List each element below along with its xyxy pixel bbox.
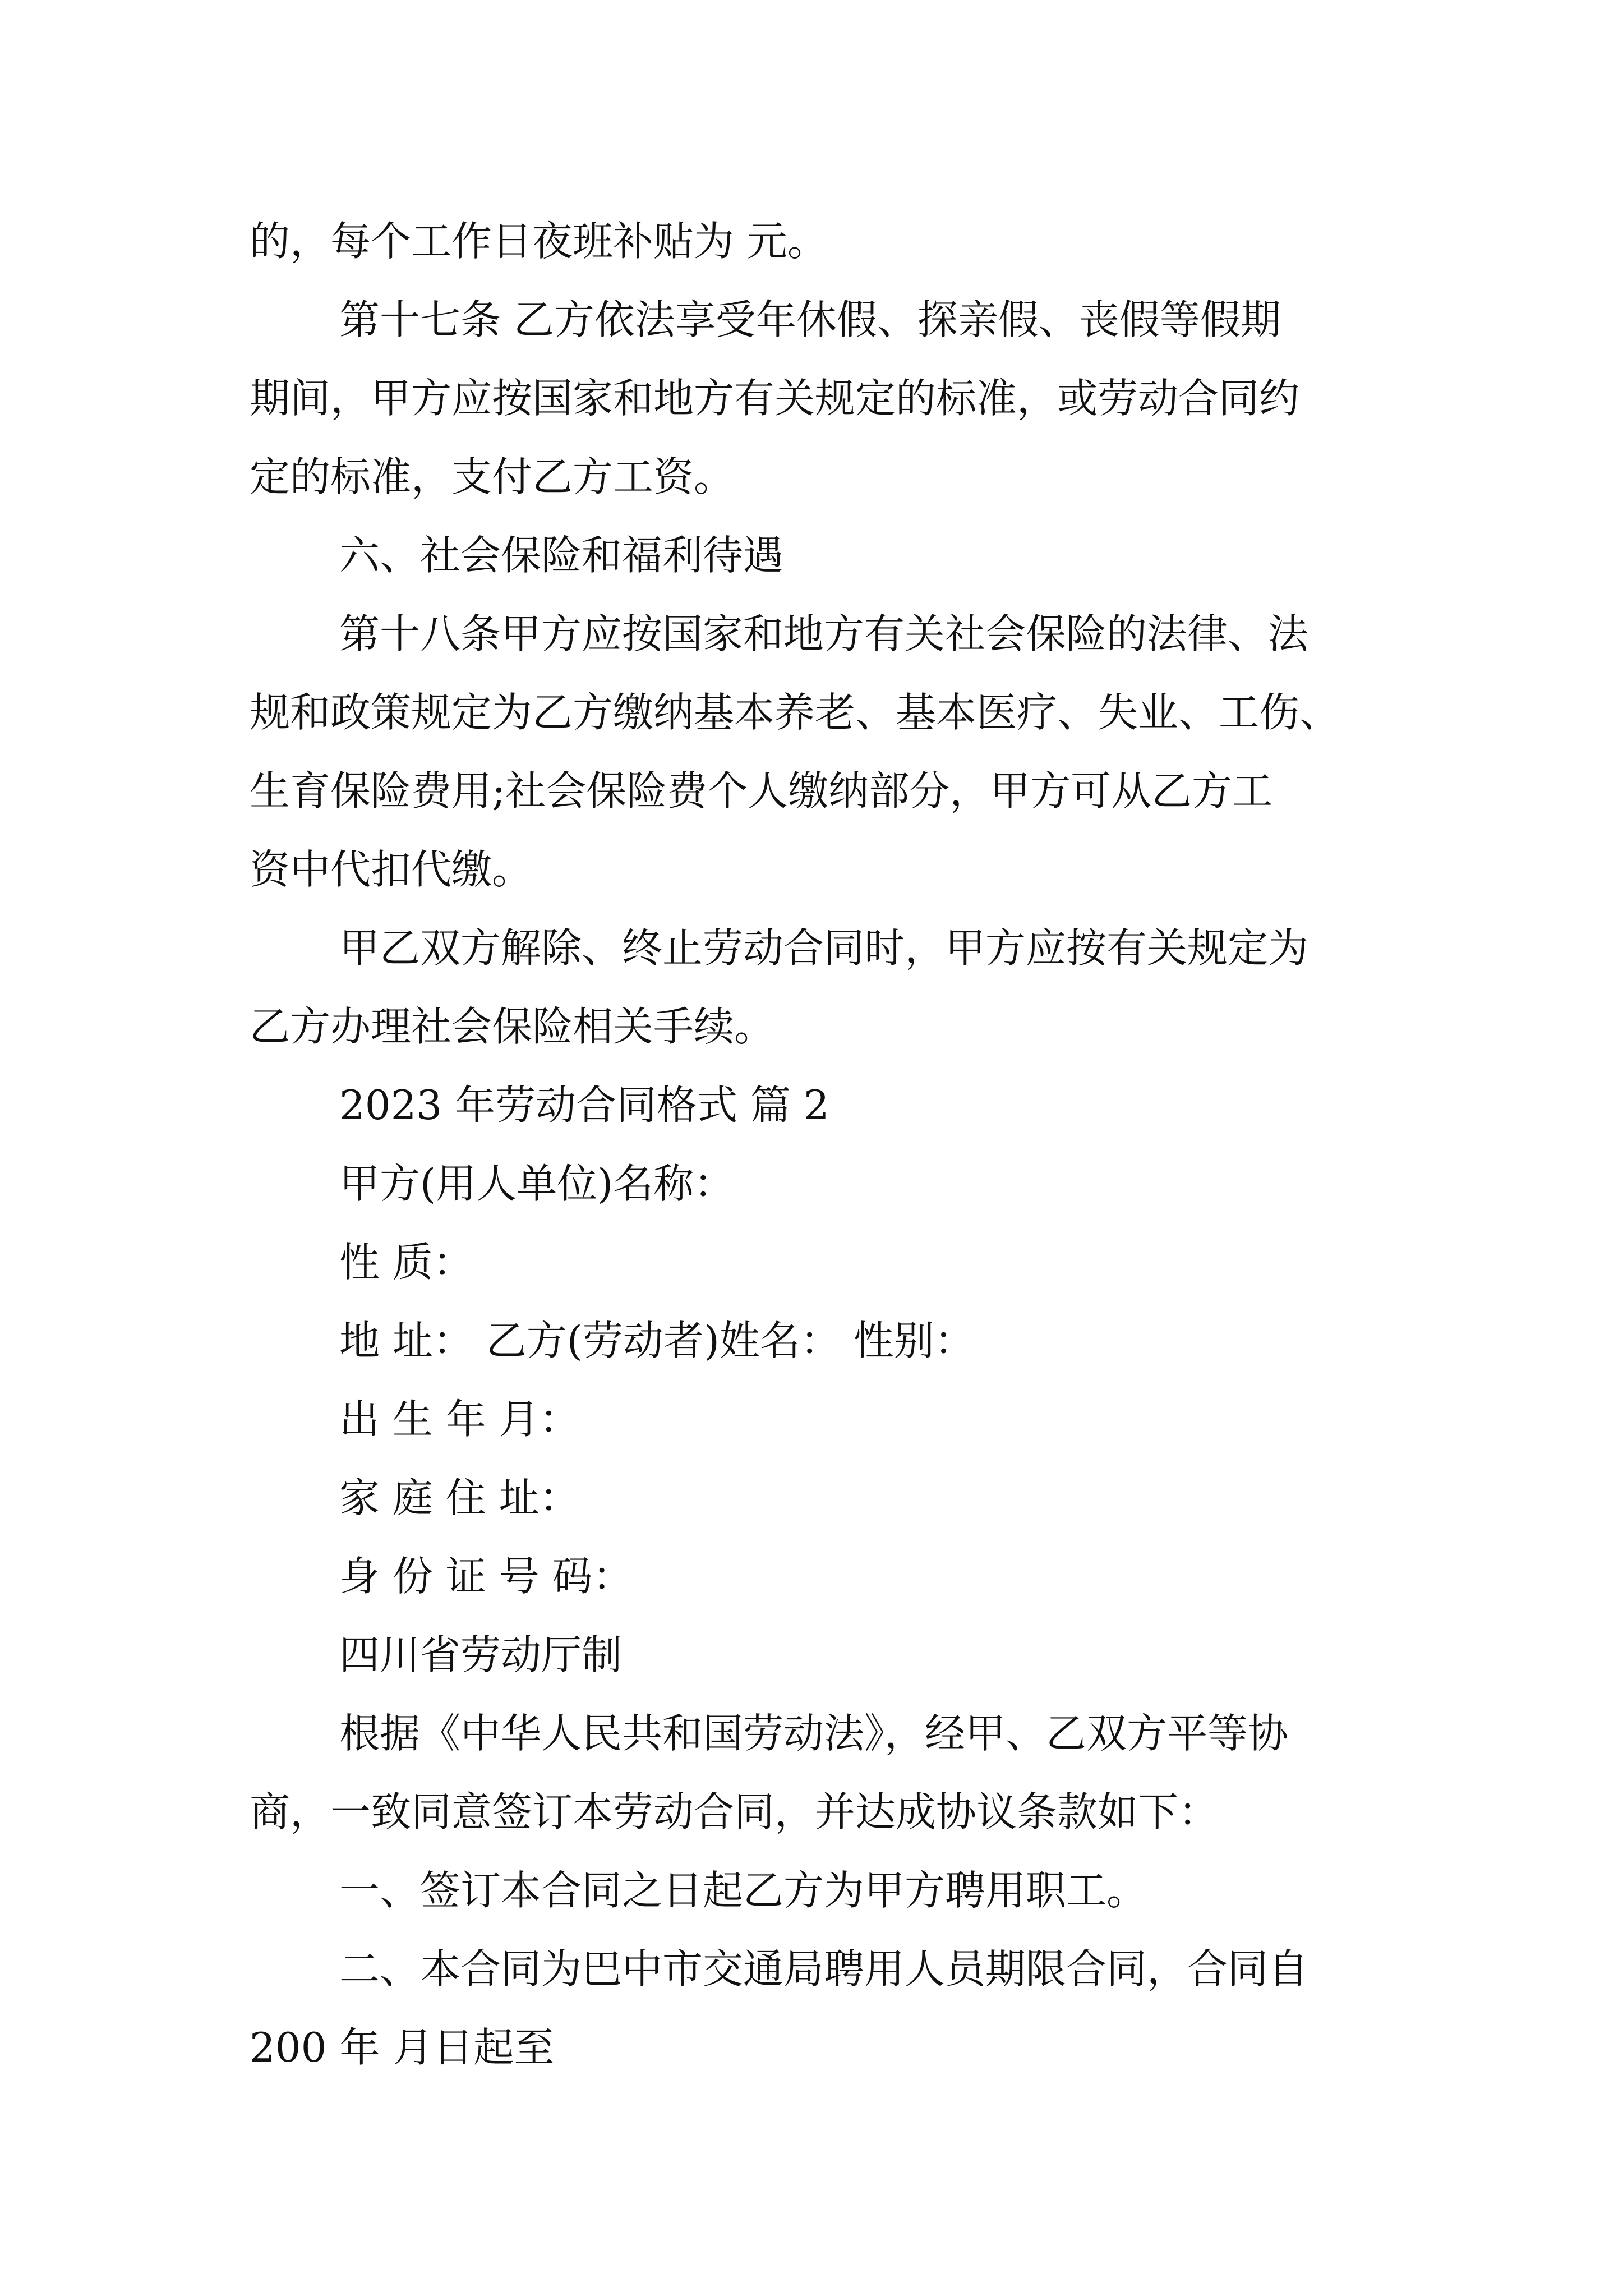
text-line: 定的标准，支付乙方工资。 <box>250 453 735 500</box>
text-line: 期间，甲方应按国家和地方有关规定的标准，或劳动合同约 <box>250 375 1300 422</box>
text-line: 二、本合同为巴中市交通局聘用人员期限合同，合同自 <box>339 1945 1309 1993</box>
text-line: 商，一致同意签订本劳动合同，并达成协议条款如下： <box>250 1788 1219 1835</box>
form-field-line: 家 庭 住 址： <box>339 1474 580 1521</box>
text-line: 第十八条甲方应按国家和地方有关社会保险的法律、法 <box>339 610 1309 657</box>
document-body <box>250 202 1382 2087</box>
text-line: 200 年 月日起至 <box>250 2024 555 2071</box>
text-line: 第十七条 乙方依法享受年休假、探亲假、丧假等假期 <box>339 296 1281 343</box>
form-field-line: 身 份 证 号 码： <box>339 1553 633 1600</box>
form-field-line: 甲方(用人单位)名称： <box>339 1160 735 1207</box>
text-line: 资中代扣代缴。 <box>250 846 533 893</box>
issuer-line: 四川省劳动厅制 <box>339 1631 623 1678</box>
text-line: 的，每个工作日夜班补贴为 元。 <box>250 218 828 265</box>
text-line: 根据《中华人民共和国劳动法》，经甲、乙双方平等协 <box>339 1710 1289 1757</box>
text-line: 规和政策规定为乙方缴纳基本养老、基本医疗、失业、工伤、 <box>250 689 1340 736</box>
text-line: 一、签订本合同之日起乙方为甲方聘用职工。 <box>339 1867 1147 1914</box>
form-field-line: 性 质： <box>339 1239 473 1286</box>
text-line: 乙方办理社会保险相关手续。 <box>250 1003 775 1050</box>
text-line: 甲乙双方解除、终止劳动合同时，甲方应按有关规定为 <box>339 924 1309 972</box>
text-line: 生育保险费用;社会保险费个人缴纳部分，甲方可从乙方工 <box>250 767 1273 815</box>
form-field-line: 地 址： 乙方(劳动者)姓名： 性别： <box>339 1317 975 1364</box>
section-heading: 2023 年劳动合同格式 篇 2 <box>339 1082 829 1129</box>
section-heading: 六、社会保险和福利待遇 <box>339 532 784 579</box>
form-field-line: 出 生 年 月： <box>339 1396 580 1443</box>
